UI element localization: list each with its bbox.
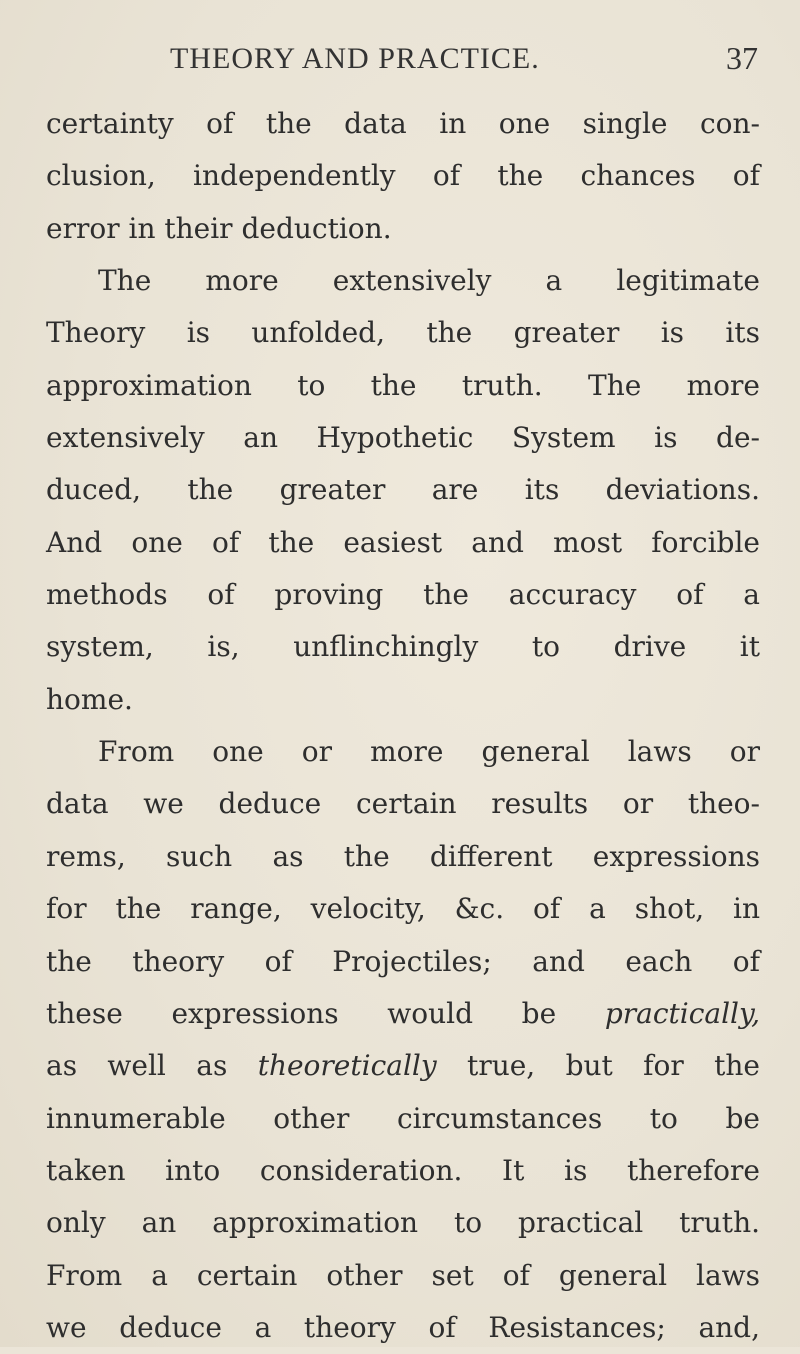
text-segment: true, but for the [436,1049,760,1083]
text-line: clusion, independently of the chances of [46,159,760,193]
text-line: only an approximation to practical truth. [46,1206,760,1240]
text-line: error in their deduction. [46,211,392,245]
running-header: THEORY AND PRACTICE. [170,42,540,75]
page-number: 37 [726,40,758,76]
text-line: rems, such as the different expressions [46,839,760,873]
italic-emphasis: practically, [604,996,760,1030]
text-line: approximation to the truth. The more [46,368,760,402]
text-line: Theory is unfolded, the greater is its [46,316,760,350]
text-line: taken into consideration. It is therefore [46,1153,760,1187]
text-segment: these expressions would be [46,996,605,1030]
text-line: we deduce a theory of Resistances; and, [46,1310,760,1344]
text-line: From one or more general laws or [98,735,760,769]
text-line: extensively an Hypothetic System is de- [46,421,760,455]
text-line: home. [46,682,133,716]
body-text [46,98,760,1354]
text-line: data we deduce certain results or theo- [46,787,760,821]
text-line: The more extensively a legitimate [98,264,760,298]
text-line: duced, the greater are its deviations. [46,473,760,507]
text-line: system, is, unflinchingly to drive it [46,630,760,664]
text-line: the theory of Projectiles; and each of [46,944,760,978]
text-line: for the range, velocity, &c. of a shot, in [46,892,760,926]
text-line: innumerable other circumstances to be [46,1101,760,1135]
text-line-with-italic [46,988,760,1040]
text-line: certainty of the data in one single con- [46,107,760,140]
text-line-with-italic [46,1040,760,1092]
italic-emphasis: theoretically [257,1049,437,1083]
text-line: From a certain other set of general laws [46,1258,760,1292]
text-line: And one of the easiest and most forcible [46,525,760,559]
text-line: methods of proving the accuracy of a [46,578,760,612]
text-segment: as well as [46,1049,258,1083]
